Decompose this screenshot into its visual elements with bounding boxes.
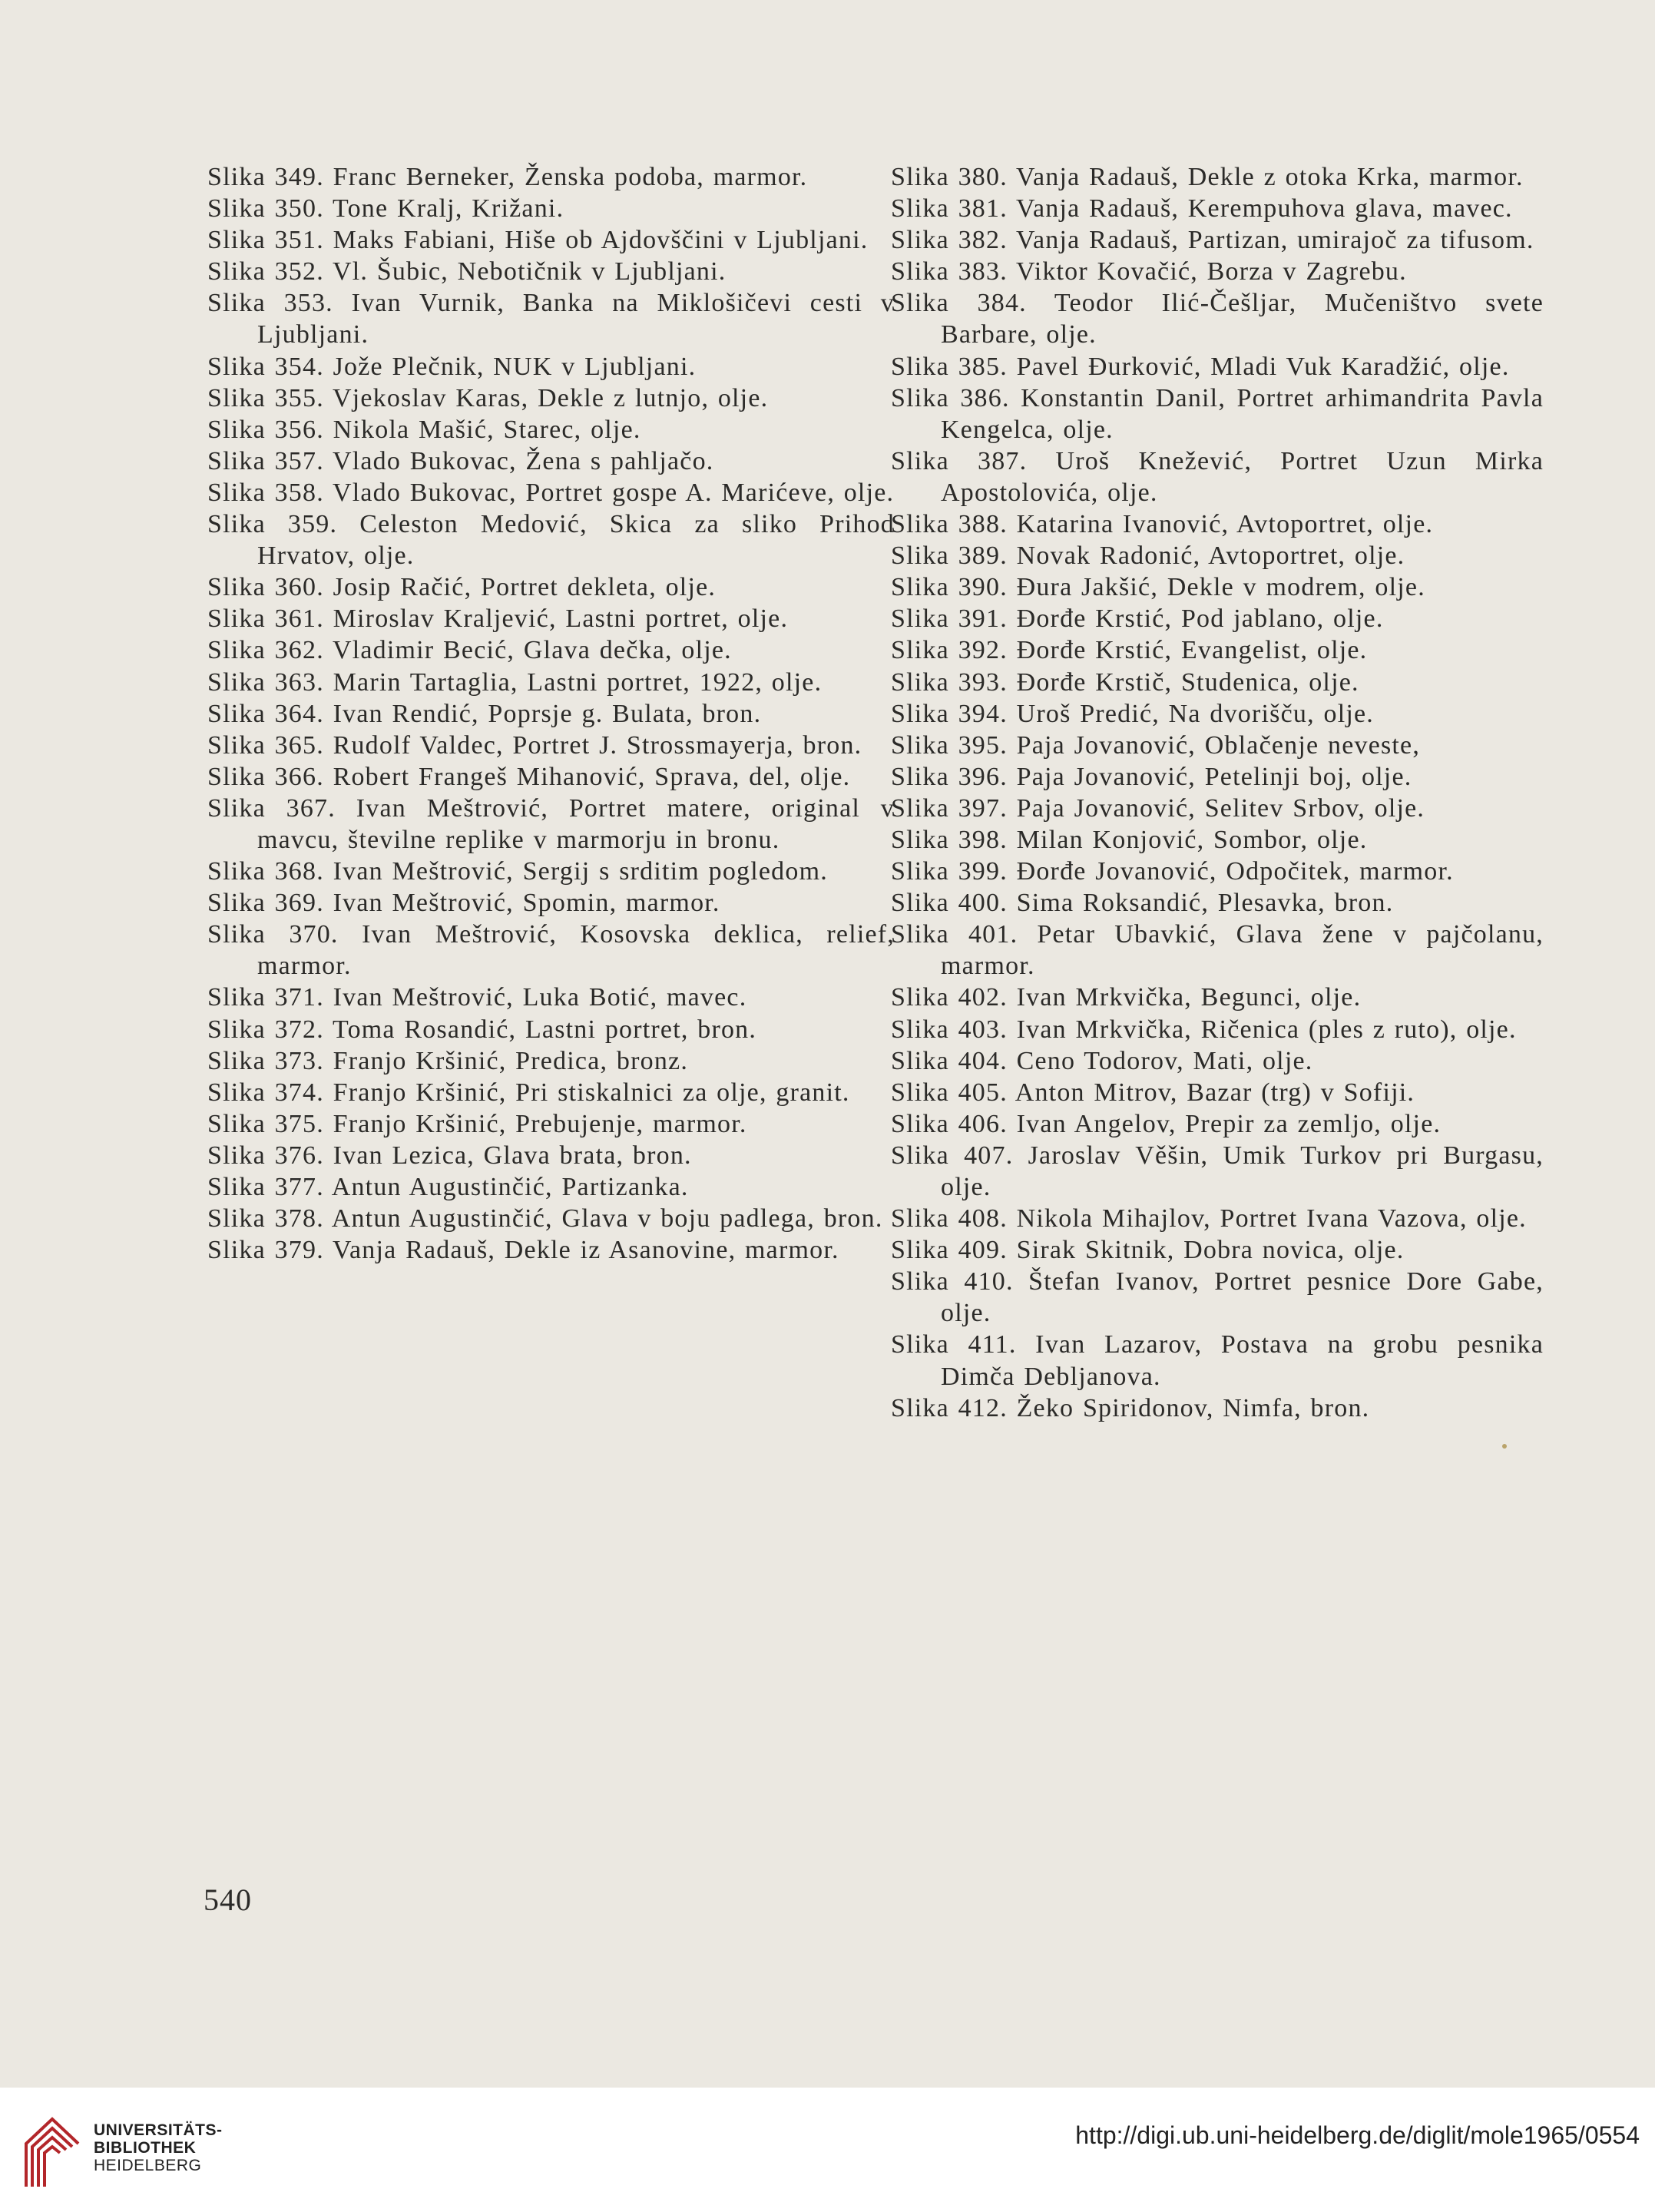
caption-entry: Slika 360. Josip Račić, Portret dekleta, olje. [207, 573, 717, 602]
caption-entry: Slika 354. Jože Plečnik, NUK v Ljubljani. [207, 352, 697, 381]
caption-entry: Slika 398. Milan Konjović, Sombor, olje. [891, 825, 1368, 854]
caption-entry: Slika 400. Sima Roksandić, Plesavka, bron. [891, 889, 1394, 918]
caption-entry: Slika 403. Ivan Mrkvička, Ričenica (ples z ruto), olje. [891, 1015, 1517, 1044]
caption-entry: Slika 377. Antun Augustinčić, Partizanka. [207, 1173, 689, 1201]
caption-entry: Slika 391. Đorđe Krstić, Pod jablano, olje. [891, 604, 1384, 634]
caption-entry: Slika 379. Vanja Radauš, Dekle iz Asanovine, marmor. [207, 1236, 839, 1265]
caption-entry: Slika 371. Ivan Meštrović, Luka Botić, mavec. [207, 983, 747, 1012]
caption-entry: Slika 375. Franjo Kršinić, Prebujenje, marmor. [207, 1109, 747, 1138]
caption-entry: Slika 409. Sirak Skitnik, Dobra novica, olje. [891, 1236, 1405, 1265]
caption-entry: Slika 406. Ivan Angelov, Prepir za zemljo, olje. [891, 1109, 1442, 1138]
caption-entry: Slika 373. Franjo Kršinić, Predica, bronz. [207, 1046, 689, 1075]
caption-entry: Slika 349. Franc Berneker, Ženska podoba, marmor. [207, 163, 808, 191]
caption-entry: Slika 411. Ivan Lazarov, Postava na grobu pesnika Dimča Debljanova. [891, 1330, 1544, 1391]
caption-entry: Slika 382. Vanja Radauš, Partizan, umirajoč za tifusom. [891, 226, 1534, 255]
caption-entry: Slika 367. Ivan Meštrović, Portret matere, original v mavcu, številne replike v marmorju in bronu. [207, 793, 895, 854]
caption-entry: Slika 383. Viktor Kovačić, Borza v Zagrebu. [891, 257, 1407, 286]
paper-speck [1502, 1444, 1507, 1449]
footer-bar [0, 2088, 1655, 2212]
caption-entry: Slika 366. Robert Frangeš Mihanović, Sprava, del, olje. [207, 762, 851, 791]
caption-entry: Slika 407. Jaroslav Věšin, Umik Turkov pri Burgasu, olje. [891, 1141, 1544, 1201]
caption-entry: Slika 363. Marin Tartaglia, Lastni portret, 1922, olje. [207, 667, 823, 697]
caption-entry: Slika 357. Vlado Bukovac, Žena s pahljačo. [207, 446, 714, 475]
caption-entry: Slika 356. Nikola Mašić, Starec, olje. [207, 415, 641, 444]
caption-entry: Slika 401. Petar Ubavkić, Glava žene v pajčolanu, marmor. [891, 920, 1544, 981]
caption-entry: Slika 369. Ivan Meštrović, Spomin, marmor. [207, 889, 720, 918]
page-number: 540 [204, 1883, 252, 1917]
caption-entry: Slika 370. Ivan Meštrović, Kosovska deklica, relief, marmor. [207, 920, 895, 981]
caption-entry: Slika 365. Rudolf Valdec, Portret J. Strossmayerja, bron. [207, 730, 862, 760]
caption-entry: Slika 350. Tone Kralj, Križani. [207, 194, 564, 224]
caption-entry: Slika 392. Đorđe Krstić, Evangelist, olje. [891, 636, 1368, 665]
caption-entry: Slika 385. Pavel Đurković, Mladi Vuk Karadžić, olje. [891, 352, 1510, 381]
caption-entry: Slika 393. Đorđe Krstič, Studenica, olje. [891, 667, 1359, 697]
caption-entry: Slika 372. Toma Rosandić, Lastni portret, bron. [207, 1015, 757, 1044]
source-url-link[interactable]: http://digi.ub.uni-heidelberg.de/diglit/mole1965/0554 [1075, 2121, 1640, 2149]
caption-entry: Slika 353. Ivan Vurnik, Banka na Miklošičevi cesti v Ljubljani. [207, 289, 895, 349]
caption-entry: Slika 355. Vjekoslav Karas, Dekle z lutnjo, olje. [207, 383, 769, 412]
caption-entry: Slika 404. Ceno Todorov, Mati, olje. [891, 1046, 1313, 1075]
caption-entry: Slika 386. Konstantin Danil, Portret arhimandrita Pavla Kengelca, olje. [891, 383, 1544, 444]
caption-entry: Slika 396. Paja Jovanović, Petelinji boj, olje. [891, 762, 1412, 791]
caption-entry: Slika 351. Maks Fabiani, Hiše ob Ajdovščini v Ljubljani. [207, 226, 869, 255]
caption-entry: Slika 376. Ivan Lezica, Glava brata, bron. [207, 1141, 692, 1170]
caption-entry: Slika 388. Katarina Ivanović, Avtoportret, olje. [891, 510, 1434, 539]
caption-entry: Slika 387. Uroš Knežević, Portret Uzun Mirka Apostolovića, olje. [891, 446, 1544, 507]
caption-entry: Slika 390. Đura Jakšić, Dekle v modrem, olje. [891, 573, 1425, 602]
caption-entry: Slika 408. Nikola Mihajlov, Portret Ivana Vazova, olje. [891, 1204, 1527, 1233]
library-logo-icon [22, 2113, 83, 2190]
caption-entry: Slika 378. Antun Augustinčić, Glava v boju padlega, bron. [207, 1204, 883, 1233]
caption-entry: Slika 395. Paja Jovanović, Oblačenje neveste, [891, 730, 1421, 760]
caption-entry: Slika 359. Celeston Medović, Skica za sliko Prihod Hrvatov, olje. [207, 510, 895, 571]
library-name-line2: BIBLIOTHEK [94, 2139, 197, 2157]
caption-entry: Slika 389. Novak Radonić, Avtoportret, olje. [891, 541, 1405, 571]
caption-entry: Slika 380. Vanja Radauš, Dekle z otoka Krka, marmor. [891, 163, 1524, 191]
caption-entry: Slika 412. Žeko Spiridonov, Nimfa, bron. [891, 1393, 1370, 1422]
left-column [207, 161, 895, 1266]
right-column [891, 161, 1544, 1424]
library-name-line3: HEIDELBERG [94, 2157, 202, 2174]
caption-entry: Slika 358. Vlado Bukovac, Portret gospe A. Marićeve, olje. [207, 478, 895, 507]
caption-entry: Slika 384. Teodor Ilić-Češljar, Mučeništvo svete Barbare, olje. [891, 289, 1544, 349]
caption-entry: Slika 399. Đorđe Jovanović, Odpočitek, marmor. [891, 857, 1454, 886]
caption-entry: Slika 368. Ivan Meštrović, Sergij s srditim pogledom. [207, 857, 828, 886]
caption-entry: Slika 352. Vl. Šubic, Nebotičnik v Ljubljani. [207, 257, 727, 286]
library-name-line1: UNIVERSITÄTS- [94, 2121, 223, 2139]
caption-entry: Slika 397. Paja Jovanović, Selitev Srbov, olje. [891, 793, 1425, 823]
caption-entry: Slika 405. Anton Mitrov, Bazar (trg) v Sofiji. [891, 1078, 1415, 1107]
caption-entry: Slika 381. Vanja Radauš, Kerempuhova glava, mavec. [891, 194, 1513, 224]
caption-entry: Slika 362. Vladimir Becić, Glava dečka, olje. [207, 636, 732, 665]
caption-entry: Slika 361. Miroslav Kraljević, Lastni portret, olje. [207, 604, 789, 634]
caption-entry: Slika 374. Franjo Kršinić, Pri stiskalnici za olje, granit. [207, 1078, 850, 1107]
library-name [94, 2121, 223, 2174]
caption-entry: Slika 410. Štefan Ivanov, Portret pesnice Dore Gabe, olje. [891, 1267, 1544, 1328]
caption-entry: Slika 364. Ivan Rendić, Poprsje g. Bulata, bron. [207, 699, 762, 728]
caption-entry: Slika 394. Uroš Predić, Na dvorišču, olje. [891, 699, 1374, 728]
caption-entry: Slika 402. Ivan Mrkvička, Begunci, olje. [891, 983, 1362, 1012]
